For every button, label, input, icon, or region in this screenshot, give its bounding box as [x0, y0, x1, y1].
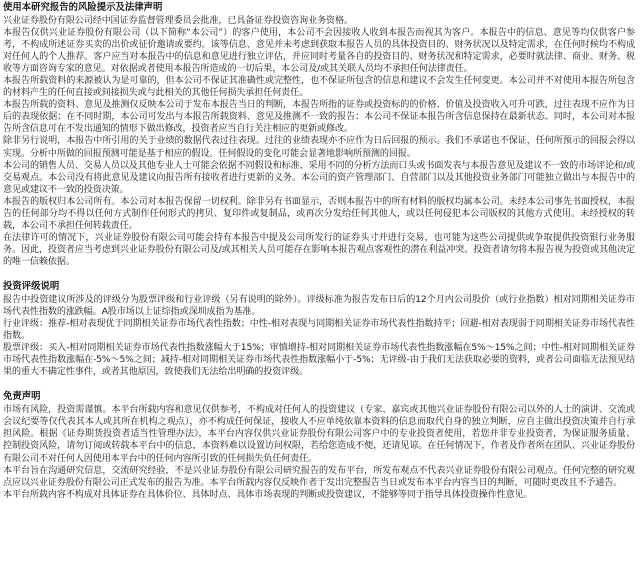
market-risk-paragraph: 市场有风险，投资需谨慎。本平台所载内容和意见仅供参考，不构成对任何人的投资建议（专家、嘉宾或其他兴业证券股份有限公司以外的人士的演讲、交流或会议纪要等仅代表其本人或其所在机构之观点），亦不构成任何保证，接收人不应单纯依靠本资料的信息而取代自身的独立判断，应自主做出投资决策并自行承担风险。根据《证券期货投资者适当性管理办法》，本平台内容仅供兴业证券股份有限公司客户中的专业投资者使用，若您并非专业投资者，为保证服务质量、控制投资风险，请勿订阅或转载本平台中的信息，本资料难以设置访问权限，若给您造成不便，还请见谅。在任何情况下，作者及作者所在团队、兴业证券股份有限公司不对任何人因使用本平台中的任何内容所引致的任何损失负任何责任。 [3, 405, 635, 464]
data-source-paragraph: 本报告所载资料的来源被认为是可靠的，但本公司不保证其准确性或完整性，也不保证所包含的信息和建议不会发生任何变更。本公司并不对使用本报告所包含的材料产生的任何直接或间接损失或与此相关的其他任何损失承担任何责任。 [3, 76, 635, 99]
client-use-paragraph: 本报告仅供兴业证券股份有限公司（以下简称“本公司”）的客户使用，本公司不会因接收人收到本报告而视其为客户。本报告中的信息、意见等均仅供客户参考，不构成所述证券买卖的出价或征价邀请或要约。该等信息、意见并未考虑到获取本报告人员的具体投资目的、财务状况以及特定需求，在任何时候均不构成对任何人的个人推荐。客户应当对本报告中的信息和意见进行独立评估，并应同时考量各自的投资目的、财务状况和特定需求，必要时就法律、商业、财务、税收等方面咨询专家的意见。对依据或者使用本报告所造成的一切后果，本公司及/或其关联人员均不承担任何法律责任。 [3, 28, 635, 75]
conflict-of-interest-paragraph: 在法律许可的情况下，兴业证券股份有限公司可能会持有本报告中提及公司所发行的证券头寸并进行交易，也可能为这些公司提供或争取提供投资银行业务服务。因此，投资者应当考虑到兴业证券股份有限公司及/或其相关人员可能存在影响本报告观点客观性的潜在利益冲突。投资者请勿将本报告视为投资或其他决定的唯一信赖依据。 [3, 232, 635, 267]
section-spacer [3, 268, 635, 281]
staff-views-paragraph: 本公司的销售人员、交易人员以及其他专业人士可能会依据不同假设和标准、采用不同的分析方法而口头或书面发表与本报告意见及建议不一致的市场评论和/或交易观点。本公司没有将此意见及建议向报告所有接收者进行更新的义务。本公司的资产管理部门、自营部门以及其他投资业务部门可能独立做出与本报告中的意见或建议不一致的投资决策。 [3, 160, 635, 195]
opinion-timeliness-paragraph: 本报告所载的资料、意见及推测仅反映本公司于发布本报告当日的判断，本报告所指的证券或投资标的的价格、价值及投资收入可升可跌，过往表现不应作为日后的表现依据；在不同时期，本公司可发出与本报告所载资料、意见及推测不一致的报告；本公司不保证本报告所含信息保持在最新状态。同时，本公司对本报告所含信息可在不发出通知的情形下做出修改，投资者应当自行关注相应的更新或修改。 [3, 100, 635, 135]
rating-title: 投资评级说明 [3, 280, 60, 292]
risk-warning-title: 使用本研究报告的风险提示及法律声明 [3, 2, 163, 13]
platform-purpose-paragraph: 本平台旨在沟通研究信息，交流研究经验，不是兴业证券股份有限公司研究报告的发布平台，所发布观点不代表兴业证券股份有限公司观点。任何完整的研究观点应以兴业证券股份有限公司正式发布的报告为准。本平台所载内容仅反映作者于发出完整报告当日或发布本平台内容当日的判断，可随时更改且不予通告。 [3, 465, 635, 488]
past-performance-paragraph: 除非另行说明，本报告中所引用的关于业绩的数据代表过往表现。过往的业绩表现亦不应作为日后回报的预示。我们不承诺也不保证，任何所预示的回报会得以实现。分析中所做的回报预测可能是基于相应的假设。任何假设的变化可能会显著地影响所预测的回报。 [3, 136, 635, 159]
risk-warning-section [3, 2, 635, 268]
disclaimer-document [3, 2, 635, 501]
no-investment-advice-paragraph: 本平台所载内容不构成对具体证券在具体价位、具体时点、具体市场表现的判断或投资建议，不能够等同于指导具体投资操作性意见。 [3, 489, 533, 500]
disclaimer-section [3, 391, 635, 500]
rating-section [3, 281, 635, 378]
stock-rating-paragraph: 股票评级：买入-相对同期相关证券市场代表性指数涨幅大于15%；审慎增持-相对同期相关证券市场代表性指数涨幅在5%～15%之间；中性-相对同期相关证券市场代表性指数涨幅在-5%～5%之间；减持-相对同期相关证券市场代表性指数涨幅小于-5%；无评级-由于我们无法获取必要的资料，或者公司面临无法预见结果的重大不确定性事件，或者其他原因，致使我们无法给出明确的投资评级。 [3, 343, 635, 378]
section-spacer [3, 378, 635, 391]
industry-rating-paragraph: 行业评级：推荐-相对表现优于同期相关证券市场代表性指数；中性-相对表现与同期相关证券市场代表性指数持平；回避-相对表现弱于同期相关证券市场代表性指数。 [3, 319, 635, 342]
rating-scope-paragraph: 报告中投资建议所涉及的评级分为股票评级和行业评级（另有说明的除外）。评级标准为报告发布日后的12个月内公司股价（或行业指数）相对同期相关证券市场代表性指数的涨跌幅。A股市场以上证综指或深圳成指为基准。 [3, 294, 635, 318]
copyright-paragraph: 本报告的版权归本公司所有。本公司对本报告保留一切权利。除非另有书面显示，否则本报告中的所有材料的版权均属本公司。未经本公司事先书面授权，本报告的任何部分均不得以任何方式制作任何形式的拷贝、复印件或复制品，或再次分发给任何其他人，或以任何侵犯本公司版权的其他方式使用。未经授权的转载，本公司不承担任何转载责任。 [3, 196, 635, 231]
disclaimer-title: 免责声明 [3, 391, 41, 403]
qualification-paragraph: 兴业证券股份有限公司经中国证券监督管理委员会批准，已具备证券投资咨询业务资格。 [3, 16, 353, 26]
